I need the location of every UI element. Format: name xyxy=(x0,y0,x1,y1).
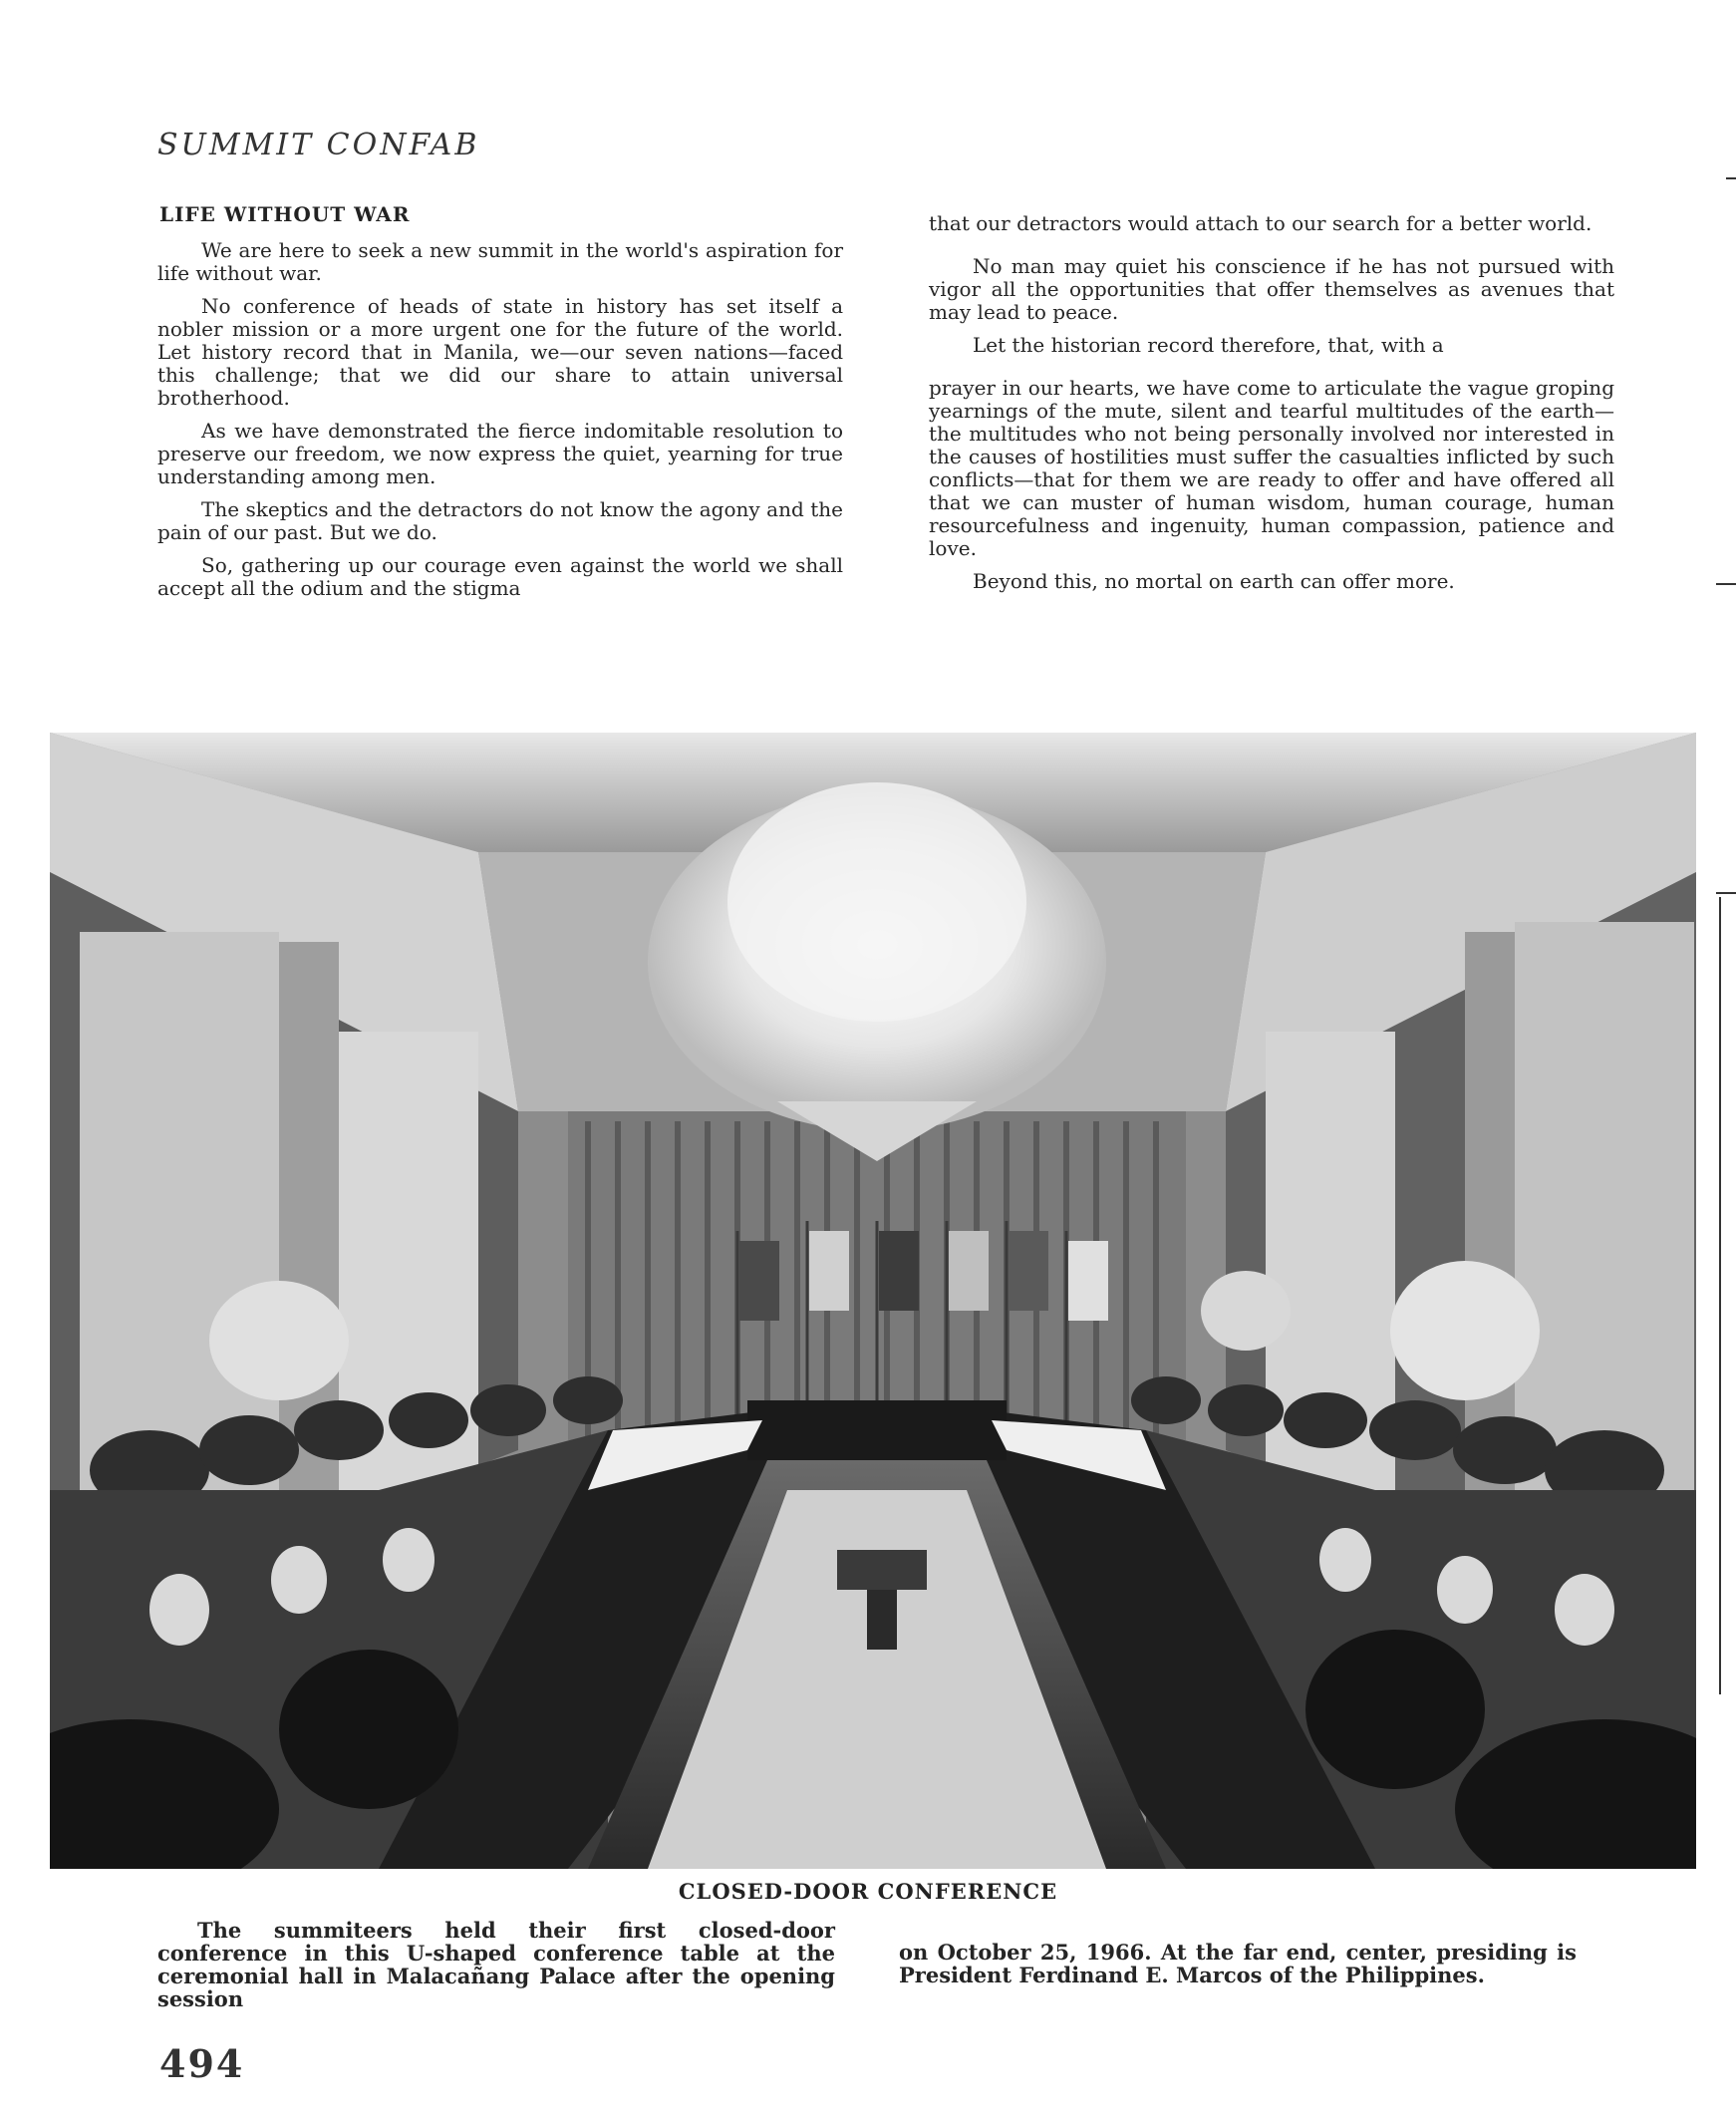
paragraph: No man may quiet his conscience if he has not pursued with vigor all the opportunities that offer themselves as avenues that may lead to peace. xyxy=(929,254,1614,324)
caption-text: on October 25, 1966. At the far end, center, presiding is President Ferdinand E. Marcos of the Philippines. xyxy=(899,1940,1577,1987)
edge-mark xyxy=(1719,897,1721,1694)
paragraph: that our detractors would attach to our search for a better world. xyxy=(929,211,1592,235)
edge-mark xyxy=(1716,583,1736,585)
edge-mark xyxy=(1716,892,1736,894)
paragraph: prayer in our hearts, we have come to articulate the vague groping yearnings of the mute, silent and tearful multitudes of the earth—the multitudes who not being personally involved nor interested in the causes of hostilities must suffer the casualties inflicted by such conflicts—that for them we are ready to offer and have offered all that we can muster of human wisdom, human courage, human resourcefulness and ingenuity, human compassion, patience and love. xyxy=(929,376,1614,560)
paragraph: We are here to seek a new summit in the world's aspiration for life without war. xyxy=(157,238,843,285)
paragraph: Beyond this, no mortal on earth can offer more. xyxy=(973,569,1455,593)
article-right-column xyxy=(929,212,1614,603)
article-left-column xyxy=(157,239,843,610)
paragraph: The skeptics and the detractors do not know the agony and the pain of our past. But we do. xyxy=(157,497,843,544)
conference-hall-illustration xyxy=(50,733,1696,1869)
article-subheading: LIFE WITHOUT WAR xyxy=(159,202,411,226)
caption-text: The summiteers held their first closed-door conference in this U-shaped conference table at the ceremonial hall in Malacañang Palace after the opening session xyxy=(157,1918,835,2011)
section-heading: SUMMIT CONFAB xyxy=(157,128,480,162)
paragraph: Let the historian record therefore, that, with a xyxy=(973,333,1444,357)
photo-caption-left xyxy=(157,1919,835,2010)
paragraph: As we have demonstrated the fierce indomitable resolution to preserve our freedom, we now express the quiet, yearning for true understanding among men. xyxy=(157,419,843,488)
edge-mark xyxy=(1726,177,1736,179)
paragraph: So, gathering up our courage even against the world we shall accept all the odium and the stigma xyxy=(157,553,843,600)
conference-photo xyxy=(50,733,1696,1869)
photo-caption-right xyxy=(899,1941,1577,1986)
paragraph: No conference of heads of state in history has set itself a nobler mission or a more urgent one for the future of the world. Let history record that in Manila, we—our seven nations—faced this challenge; that we did our share to attain universal brotherhood. xyxy=(157,294,843,410)
page-number: 494 xyxy=(159,2041,245,2086)
photo-caption-title: CLOSED-DOOR CONFERENCE xyxy=(678,1879,1058,1904)
